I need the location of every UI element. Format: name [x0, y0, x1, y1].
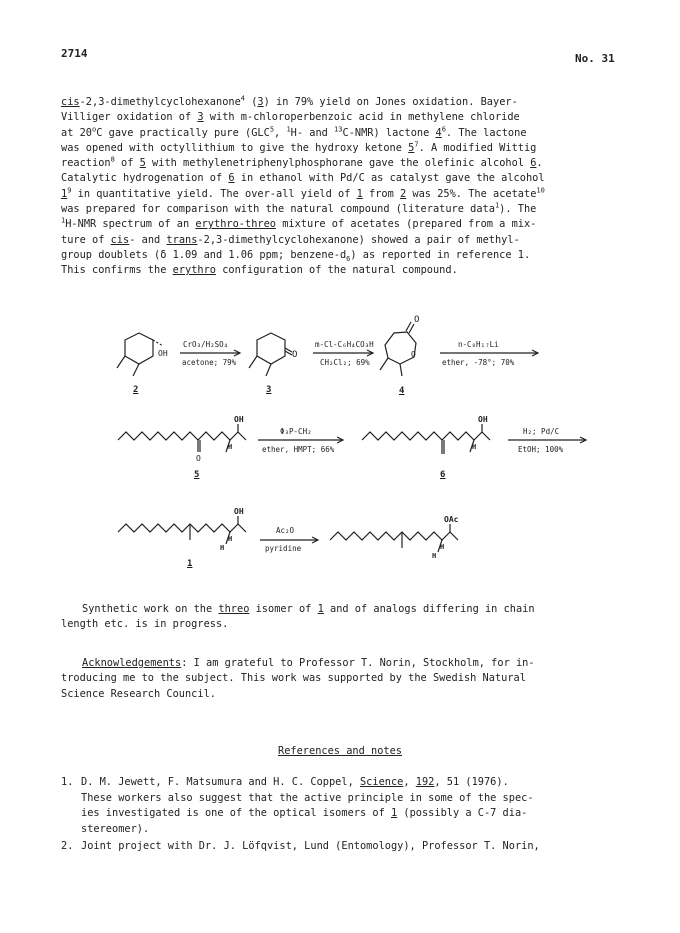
- text-line: at 20$^o$C gave practically pure (GLC$^5$, $^1$H- and $^{13}$C-NMR) lactone $4^6$. The lactone: [61, 125, 527, 139]
- reference-item: 2. Joint project with Dr. J. Löfqvist, Lund (Entomology), Professor T. Norin,: [61, 840, 540, 852]
- reagent-1-bottom: acetone; 79%: [182, 358, 237, 367]
- compound-label-4: 4: [399, 386, 405, 396]
- text-line: was opened with octyllithium to give the hydroxy ketone $5^7$. A modified Wittig: [61, 140, 537, 154]
- page-number: 2714: [61, 47, 88, 60]
- compound-3-structure: [249, 333, 292, 376]
- text-line: Synthetic work on the threo isomer of 1 and of analogs differing in chain: [82, 603, 535, 615]
- oac-label: OAc: [444, 515, 459, 524]
- reagent-5-top: H₂; Pd/C: [523, 427, 560, 436]
- text-line: Catalytic hydrogenation of 6 in ethanol with Pd/C as catalyst gave the alcohol: [61, 172, 545, 185]
- reference-item: 1. D. M. Jewett, F. Matsumura and H. C. Coppel, Science, 192, 51 (1976). These workers also suggest that the active principle in some of the spec- ies investigated is one of the optical isomers of 1 (possibly a C-7 dia- stereomer).: [61, 776, 534, 835]
- text-line: This confirms the erythro configuration of the natural compound.: [61, 264, 458, 277]
- reagent-3-bottom: ether, -78°; 70%: [442, 358, 515, 367]
- text-line: troducing me to the subject. This work was supported by the Swedish Natural: [61, 672, 526, 685]
- ring-o-label: O: [411, 350, 416, 359]
- text-line: $^1$H-NMR spectrum of an erythro-threo mixture of acetates (prepared from a mix-: [61, 216, 537, 231]
- compound-2-structure: [117, 333, 163, 376]
- acknowledgements-paragraph: [61, 656, 631, 702]
- reagent-4-bottom: ether, HMPT; 66%: [262, 445, 335, 454]
- reagent-5-bottom: EtOH; 100%: [518, 445, 564, 454]
- references-title: References and notes: [278, 745, 402, 757]
- text-line: Acknowledgements: I am grateful to Professor T. Norin, Stockholm, for in-: [82, 657, 535, 669]
- references-list: [61, 775, 631, 855]
- oh-label: OH: [234, 507, 244, 516]
- text-line: length etc. is in progress.: [61, 618, 229, 631]
- text-line: cis-2,3-dimethylcyclohexanone$^4$ (3) in 79% yield on Jones oxidation. Bayer-: [61, 94, 518, 108]
- h-label: H: [432, 552, 437, 560]
- text-line: Villiger oxidation of 3 with m-chloroperbenzoic acid in methylene chloride: [61, 111, 520, 124]
- compound-label-2: 2: [133, 385, 139, 395]
- compound-4-structure: [380, 322, 416, 376]
- carbonyl-o-label: O: [292, 350, 298, 360]
- carbonyl-o-label: O: [414, 315, 420, 325]
- oh-label: OH: [478, 415, 488, 424]
- acetate-structure: [330, 524, 458, 552]
- h-label: H: [440, 543, 445, 551]
- reagent-6-top: Ac₂O: [276, 526, 295, 535]
- synthetic-work-paragraph: [61, 602, 631, 633]
- compound-label-3: 3: [266, 385, 272, 395]
- reagent-1-top: CrO₃/H₂SO₄: [183, 340, 229, 349]
- text-line: group doublets (δ 1.09 and 1.06 ppm; benzene-$d_6$) as reported in reference 1.: [61, 248, 531, 264]
- reagent-6-bottom: pyridine: [265, 544, 302, 553]
- h-label: H: [220, 544, 225, 552]
- issue-number: No. 31: [575, 52, 615, 65]
- oh-label: OH: [234, 415, 244, 424]
- reagent-4-top: Φ₃P-CH₂: [280, 427, 312, 436]
- compound-5-structure: [118, 424, 246, 452]
- compound-label-5: 5: [194, 470, 200, 480]
- text-line: ture of cis- and trans-2,3-dimethylcyclohexanone) showed a pair of methyl-: [61, 233, 520, 246]
- text-line: was prepared for comparison with the natural compound (literature data$^1$). The: [61, 201, 537, 216]
- h-label: H: [228, 443, 233, 451]
- reagent-2-top: m-Cl-C₆H₄CO₃H: [315, 340, 374, 349]
- compound-label-1: 1: [187, 559, 193, 569]
- text-line: reaction$^8$ of 5 with methylenetriphenylphosphorane gave the olefinic alcohol 6.: [61, 155, 543, 170]
- h-label: H: [228, 535, 233, 543]
- oh-label: OH: [158, 349, 168, 358]
- ketone-o-label: O: [196, 454, 201, 463]
- compound-1-structure: [118, 516, 246, 544]
- reagent-2-bottom: CH₂Cl₂; 69%: [320, 358, 370, 367]
- h-label: H: [472, 443, 477, 451]
- text-line: Science Research Council.: [61, 687, 216, 700]
- text-line: $1^9$ in quantitative yield. The over-all yield of 1 from 2 was 25%. The acetate$^{10}$: [61, 186, 545, 200]
- reagent-3-top: n-C₈H₁₇Li: [458, 340, 499, 349]
- compound-6-structure: [362, 424, 490, 454]
- compound-label-6: 6: [440, 470, 446, 480]
